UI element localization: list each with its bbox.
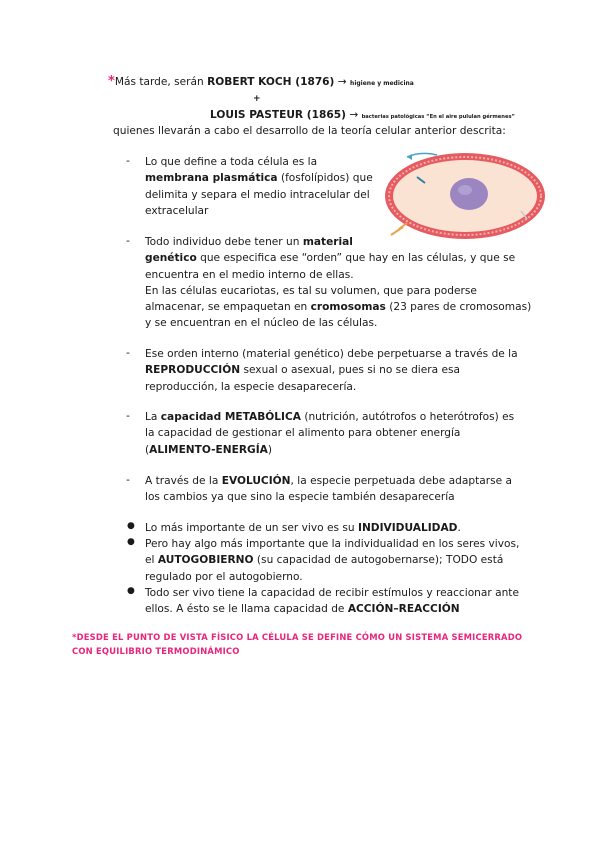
- header-prefix: Más tarde, serán: [114, 76, 208, 88]
- cell-membrane-illustration: [381, 149, 549, 241]
- asterisk-mark: *: [108, 74, 115, 89]
- dash-marker: -: [126, 473, 130, 486]
- koch-name: ROBERT KOCH (1876): [207, 76, 335, 88]
- dash-marker: -: [126, 409, 130, 422]
- dash-marker: -: [126, 234, 130, 247]
- footer-note: *DESDE EL PUNTO DE VISTA FÍSICO LA CÉLULA SE DEFINE CÓMO UN SISTEMA SEMICERRADO CON EQUILIBRIO TERMODINÁMICO: [72, 632, 523, 656]
- dash-marker: -: [126, 154, 130, 167]
- arrow-icon: →: [349, 109, 359, 121]
- bullet-icon: ●: [127, 586, 135, 596]
- plus-sign: +: [253, 94, 261, 104]
- koch-note: higiene y medicina: [350, 80, 414, 87]
- arrow-icon: →: [337, 76, 347, 88]
- bullet-icon: ●: [127, 521, 135, 531]
- header-line-koch: [108, 74, 414, 92]
- pasteur-name: LOUIS PASTEUR (1865): [210, 109, 346, 121]
- pasteur-note: bacterias patológicas “En el aire pululan gérmenes”: [361, 114, 515, 120]
- dash-marker: -: [126, 346, 130, 359]
- bullet-icon: ●: [127, 537, 135, 547]
- header-line-intro: quienes llevarán a cabo el desarrollo de la teoría celular anterior descrita:: [113, 125, 506, 137]
